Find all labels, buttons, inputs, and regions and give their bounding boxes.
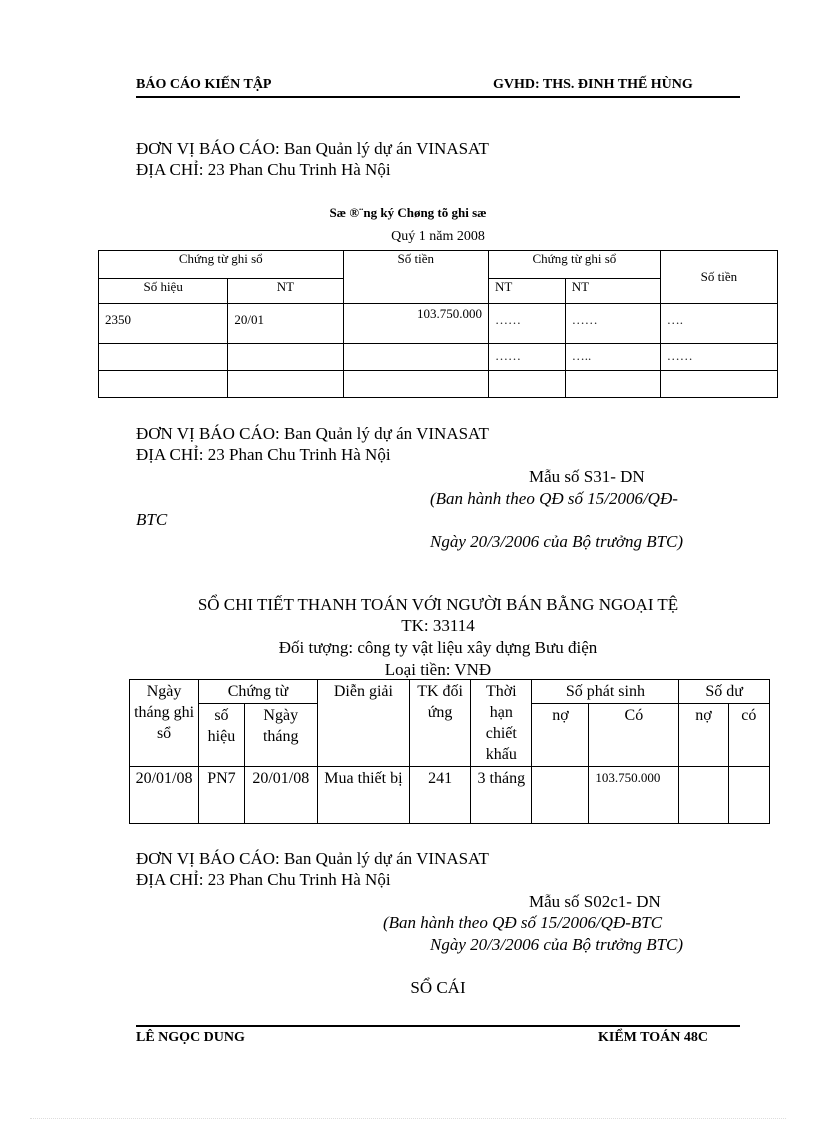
- header-right: GVHD: THS. ĐINH THẾ HÙNG: [493, 77, 693, 92]
- cell: …..: [565, 344, 660, 371]
- cell-sohieu: PN7: [199, 767, 245, 824]
- cell: 20/01: [228, 304, 343, 344]
- col-amount-1: Số tiền: [343, 251, 489, 304]
- currency-line: Loại tiền: VNĐ: [384, 660, 492, 679]
- payables-detail-table: [129, 679, 770, 824]
- col-ngay: Ngày tháng: [244, 704, 317, 767]
- cell-term: 3 tháng: [471, 767, 532, 824]
- register-subtitle: Quý 1 năm 2008: [391, 229, 485, 244]
- col-nt-2: NT: [489, 279, 566, 304]
- cell: [565, 371, 660, 398]
- cell: ……: [565, 304, 660, 344]
- col-sohieu: Số hiệu: [99, 279, 228, 304]
- col-debit-arise: nợ: [532, 704, 589, 767]
- cell-date: 20/01/08: [130, 767, 199, 824]
- cell: 103.750.000: [343, 304, 489, 344]
- party-line: Đối tượng: công ty vật liệu xây dựng Bưu điện: [278, 638, 598, 657]
- cell: [228, 344, 343, 371]
- register-title: Sæ ®¨ng ký Chøng tõ ghi sæ: [329, 205, 487, 220]
- general-ledger-title: SỔ CÁI: [410, 978, 466, 997]
- col-arise: Số phát sinh: [532, 680, 679, 704]
- cell-debit: [532, 767, 589, 824]
- cell: [489, 371, 566, 398]
- col-nt-1: NT: [228, 279, 343, 304]
- footer-right: KIỂM TOÁN 48C: [598, 1030, 708, 1045]
- cell-desc: Mua thiết bị: [317, 767, 409, 824]
- footer-rule: [136, 1025, 740, 1027]
- cell: ……: [489, 344, 566, 371]
- address-line-2: ĐỊA CHỈ: 23 Phan Chu Trinh Hà Nội: [136, 445, 391, 464]
- table-row: [99, 304, 778, 344]
- col-date: Ngày tháng ghi sổ: [130, 680, 199, 767]
- issued-line-3b: Ngày 20/3/2006 của Bộ trưởng BTC): [430, 935, 684, 954]
- issued-line-2b: BTC: [136, 510, 168, 529]
- col-doc: Chứng từ: [199, 680, 318, 704]
- cell: ……: [660, 344, 777, 371]
- issued-line-2c: Ngày 20/3/2006 của Bộ trưởng BTC): [430, 532, 684, 551]
- account-number: TK: 33114: [401, 616, 475, 635]
- issued-line-3a: (Ban hành theo QĐ số 15/2006/QĐ-BTC: [383, 913, 663, 932]
- form-number-3: Mẫu số S02c1- DN: [529, 892, 661, 911]
- col-doc-group-2: Chứng từ ghi sổ: [489, 251, 661, 279]
- cell: [343, 344, 489, 371]
- cell: ….: [660, 304, 777, 344]
- col-sohieu: số hiệu: [199, 704, 245, 767]
- col-desc: Diễn giải: [317, 680, 409, 767]
- col-debit-balance: nợ: [679, 704, 728, 767]
- cell-credit: 103.750.000: [589, 767, 679, 824]
- cell: ……: [489, 304, 566, 344]
- col-term: Thời hạn chiết khấu: [471, 680, 532, 767]
- unit-line-2: ĐƠN VỊ BÁO CÁO: Ban Quản lý dự án VINASAT: [136, 424, 489, 443]
- cell: [228, 371, 343, 398]
- footer-left: LÊ NGỌC DUNG: [136, 1030, 245, 1045]
- cell: [99, 344, 228, 371]
- col-doc-group-1: Chứng từ ghi sổ: [99, 251, 344, 279]
- address-line-3: ĐỊA CHỈ: 23 Phan Chu Trinh Hà Nội: [136, 870, 391, 889]
- cell: [660, 371, 777, 398]
- cell-bal-credit: [728, 767, 769, 824]
- unit-line-1: ĐƠN VỊ BÁO CÁO: Ban Quản lý dự án VINASAT: [136, 139, 489, 158]
- col-credit-balance: có: [728, 704, 769, 767]
- header-left: BÁO CÁO KIẾN TẬP: [136, 77, 272, 92]
- page-edge-dots: [30, 1118, 786, 1119]
- col-nt-3: NT: [565, 279, 660, 304]
- col-credit-arise: Có: [589, 704, 679, 767]
- table-row: [130, 767, 770, 824]
- cell-bal-debit: [679, 767, 728, 824]
- table-row: [99, 371, 778, 398]
- col-amount-2: Số tiền: [660, 251, 777, 304]
- col-account: TK đối ứng: [410, 680, 471, 767]
- form-number-2: Mẫu số S31- DN: [529, 467, 645, 486]
- ledger-detail-title: SỔ CHI TIẾT THANH TOÁN VỚI NGƯỜI BÁN BẰNG NGOẠI TỆ: [197, 595, 679, 614]
- header-rule: [136, 96, 740, 98]
- address-line-1: ĐỊA CHỈ: 23 Phan Chu Trinh Hà Nội: [136, 160, 391, 179]
- issued-line-2a: (Ban hành theo QĐ số 15/2006/QĐ-: [430, 489, 678, 508]
- cell-account: 241: [410, 767, 471, 824]
- col-balance: Số dư: [679, 680, 770, 704]
- cell: 2350: [99, 304, 228, 344]
- unit-line-3: ĐƠN VỊ BÁO CÁO: Ban Quản lý dự án VINASAT: [136, 849, 489, 868]
- register-table: [98, 250, 778, 398]
- cell-ngay: 20/01/08: [244, 767, 317, 824]
- cell: [99, 371, 228, 398]
- cell: [343, 371, 489, 398]
- table-row: [99, 344, 778, 371]
